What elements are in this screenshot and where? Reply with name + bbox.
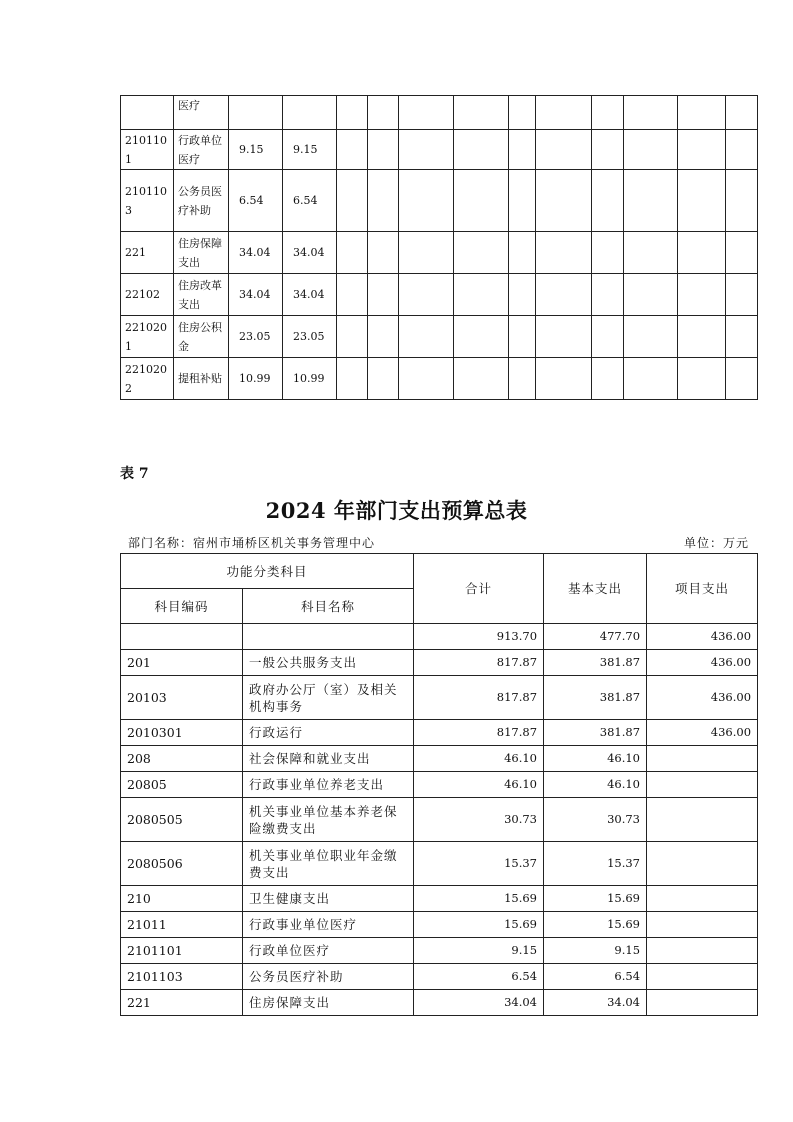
row-project — [647, 886, 758, 912]
table-row — [121, 274, 758, 316]
table-title: 2024 年部门支出预算总表 — [265, 498, 528, 523]
row-name: 机关事业单位基本养老保险缴费支出 — [243, 798, 414, 842]
row-total: 9.15 — [414, 938, 544, 964]
row-code: 2080506 — [121, 842, 243, 886]
table-row — [121, 990, 758, 1016]
table-row — [121, 358, 758, 400]
row-code: 2101103 — [121, 964, 243, 990]
row-basic: 34.04 — [283, 232, 337, 274]
row-basic: 10.99 — [283, 358, 337, 400]
table-row — [121, 720, 758, 746]
row-name: 行政单位医疗 — [243, 938, 414, 964]
row-total: 34.04 — [414, 990, 544, 1016]
row-basic: 381.87 — [544, 676, 647, 720]
row-basic: 6.54 — [544, 964, 647, 990]
row-project: 436.00 — [647, 676, 758, 720]
row-basic: 15.69 — [544, 886, 647, 912]
row-total: 6.54 — [414, 964, 544, 990]
row-total: 913.70 — [414, 624, 544, 650]
row-total: 30.73 — [414, 798, 544, 842]
header-project: 项目支出 — [647, 554, 758, 624]
row-code: 20103 — [121, 676, 243, 720]
row-name — [243, 624, 414, 650]
header-total: 合计 — [414, 554, 544, 624]
row-total: 817.87 — [414, 650, 544, 676]
row-basic: 15.37 — [544, 842, 647, 886]
row-code: 21011 — [121, 912, 243, 938]
row-basic: 34.04 — [283, 274, 337, 316]
table-row — [121, 232, 758, 274]
row-name: 行政运行 — [243, 720, 414, 746]
table-row — [121, 798, 758, 842]
row-name: 行政事业单位医疗 — [243, 912, 414, 938]
row-name: 社会保障和就业支出 — [243, 746, 414, 772]
row-total: 34.04 — [229, 274, 283, 316]
table-row — [121, 170, 758, 232]
table-row — [121, 938, 758, 964]
row-code: 2101101 — [121, 938, 243, 964]
row-project — [647, 990, 758, 1016]
row-name: 公务员医疗补助 — [243, 964, 414, 990]
table-number-label: 表 7 — [120, 466, 149, 482]
table-row — [121, 842, 758, 886]
table-row — [121, 650, 758, 676]
header-basic: 基本支出 — [544, 554, 647, 624]
row-basic: 381.87 — [544, 650, 647, 676]
row-basic: 30.73 — [544, 798, 647, 842]
row-code: 20805 — [121, 772, 243, 798]
header-name: 科目名称 — [243, 589, 414, 624]
row-project — [647, 746, 758, 772]
row-basic: 9.15 — [544, 938, 647, 964]
row-total: 9.15 — [229, 130, 283, 170]
row-total: 46.10 — [414, 772, 544, 798]
row-name: 提租补贴 — [174, 358, 229, 400]
row-name: 住房保障支出 — [174, 232, 229, 274]
budget-expenditure-table — [120, 553, 758, 1016]
row-basic: 46.10 — [544, 746, 647, 772]
row-total: 10.99 — [229, 358, 283, 400]
row-code: 22102 — [121, 274, 174, 316]
row-name: 机关事业单位职业年金缴费支出 — [243, 842, 414, 886]
row-basic: 34.04 — [544, 990, 647, 1016]
row-code: 2101101 — [121, 130, 174, 170]
row-basic: 15.69 — [544, 912, 647, 938]
row-basic: 23.05 — [283, 316, 337, 358]
department-name: 部门名称：宿州市埇桥区机关事务管理中心 — [128, 536, 376, 550]
unit-label: 单位：万元 — [684, 536, 750, 550]
row-code: 2101103 — [121, 170, 174, 232]
row-total — [229, 96, 283, 130]
row-project — [647, 798, 758, 842]
row-code: 221 — [121, 232, 174, 274]
table-row — [121, 676, 758, 720]
row-basic: 9.15 — [283, 130, 337, 170]
row-total: 15.69 — [414, 886, 544, 912]
row-name: 一般公共服务支出 — [243, 650, 414, 676]
continuation-table — [120, 95, 758, 400]
row-total: 15.37 — [414, 842, 544, 886]
row-code: 2080505 — [121, 798, 243, 842]
row-name: 公务员医疗补助 — [174, 170, 229, 232]
row-basic: 6.54 — [283, 170, 337, 232]
row-total: 23.05 — [229, 316, 283, 358]
row-basic: 477.70 — [544, 624, 647, 650]
row-code — [121, 96, 174, 130]
table-row — [121, 964, 758, 990]
row-name: 政府办公厅（室）及相关机构事务 — [243, 676, 414, 720]
row-project: 436.00 — [647, 650, 758, 676]
row-total: 15.69 — [414, 912, 544, 938]
row-name: 行政单位医疗 — [174, 130, 229, 170]
header-function-category: 功能分类科目 — [121, 554, 414, 589]
header-code: 科目编码 — [121, 589, 243, 624]
row-name: 卫生健康支出 — [243, 886, 414, 912]
row-code: 208 — [121, 746, 243, 772]
row-name: 住房公积金 — [174, 316, 229, 358]
row-project — [647, 964, 758, 990]
row-project — [647, 938, 758, 964]
row-basic: 46.10 — [544, 772, 647, 798]
row-code: 221 — [121, 990, 243, 1016]
table-row — [121, 912, 758, 938]
row-code: 2010301 — [121, 720, 243, 746]
row-project — [647, 772, 758, 798]
row-project — [647, 912, 758, 938]
row-total: 6.54 — [229, 170, 283, 232]
row-code: 210 — [121, 886, 243, 912]
row-project: 436.00 — [647, 720, 758, 746]
row-code: 201 — [121, 650, 243, 676]
table-row — [121, 746, 758, 772]
row-total: 817.87 — [414, 676, 544, 720]
table-row — [121, 886, 758, 912]
row-total: 46.10 — [414, 746, 544, 772]
row-basic: 381.87 — [544, 720, 647, 746]
row-basic — [283, 96, 337, 130]
row-name: 医疗 — [174, 96, 229, 130]
table-row — [121, 316, 758, 358]
row-total: 34.04 — [229, 232, 283, 274]
row-project: 436.00 — [647, 624, 758, 650]
row-code — [121, 624, 243, 650]
table-row — [121, 96, 758, 130]
table-row — [121, 772, 758, 798]
row-name: 住房保障支出 — [243, 990, 414, 1016]
row-code: 2210201 — [121, 316, 174, 358]
row-code: 2210202 — [121, 358, 174, 400]
row-name: 行政事业单位养老支出 — [243, 772, 414, 798]
row-name: 住房改革支出 — [174, 274, 229, 316]
row-total: 817.87 — [414, 720, 544, 746]
header-row — [121, 554, 758, 589]
table-row — [121, 624, 758, 650]
table-row — [121, 130, 758, 170]
row-project — [647, 842, 758, 886]
